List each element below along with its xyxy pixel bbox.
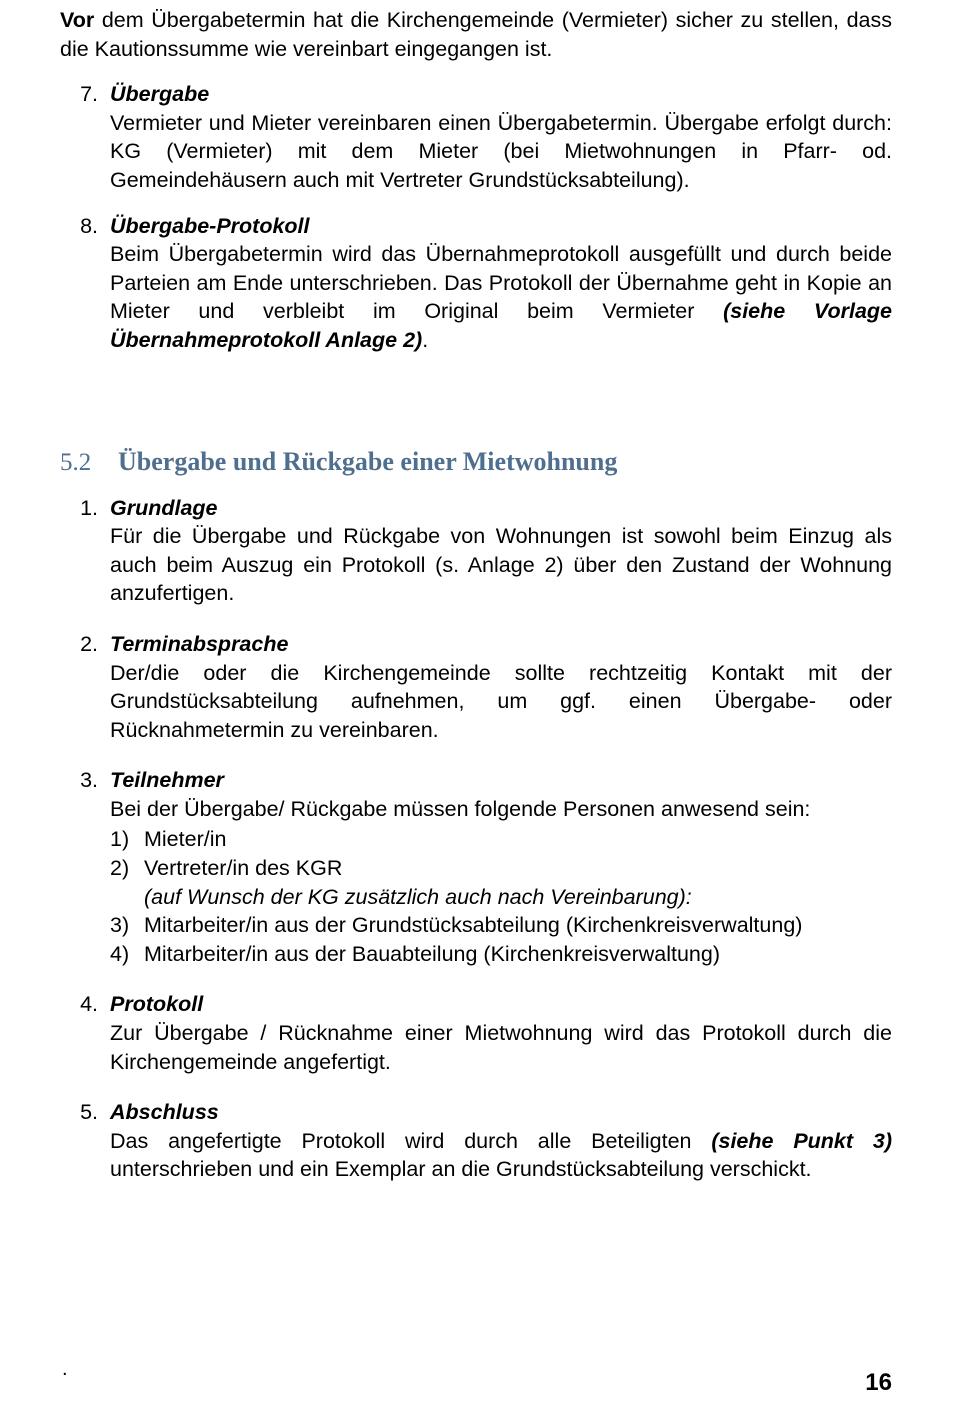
sub-item-text: Vertreter/in des KGR (144, 856, 343, 881)
item-body (110, 80, 892, 194)
section-heading (60, 447, 892, 477)
item-title: Protokoll (110, 992, 204, 1017)
item-body (110, 630, 892, 744)
list-item (60, 80, 892, 194)
list-item (60, 494, 892, 608)
item-text: Zur Übergabe / Rücknahme einer Mietwohnung wird das Protokoll durch die Kirchengemeinde angefertigt. (110, 1021, 892, 1074)
sub-item-number: 4) (110, 941, 130, 966)
sub-list-item (110, 940, 892, 969)
item-number: 3. (80, 768, 98, 793)
item-body (110, 990, 892, 1076)
section-title: Übergabe und Rückgabe einer Mietwohnung (118, 446, 618, 476)
footer-mark: . (62, 1358, 68, 1380)
sub-item-number: 1) (110, 827, 130, 852)
item-text-italic: (siehe Vorlage Übernahmeprotokoll Anlage 2) (110, 299, 892, 352)
item-body (110, 494, 892, 608)
item-text-part-1: Das angefertigte Protokoll wird durch alle Beteiligten (110, 1128, 712, 1153)
item-title: Abschluss (110, 1100, 219, 1125)
item-text: Bei der Übergabe/ Rückgabe müssen folgende Personen anwesend sein: (110, 796, 811, 821)
sub-item-number: 2) (110, 856, 130, 881)
sub-list-item (110, 854, 892, 883)
item-text: Der/die oder die Kirchengemeinde sollte rechtzeitig Kontakt mit der Grundstücksabteilung aufnehmen, um ggf. einen Übergabe- oder Rücknahmetermin zu vereinbaren. (110, 660, 892, 742)
item-body (110, 766, 892, 968)
item-text-italic: (siehe Punkt 3) (711, 1128, 892, 1153)
sub-list-item (110, 825, 892, 854)
item-text-part-2: unterschrieben und ein Exemplar an die Grundstücksabteilung verschickt. (110, 1157, 812, 1182)
item-number: 2. (80, 631, 98, 656)
item-text (110, 1127, 892, 1184)
item-number: 1. (80, 495, 98, 520)
intro-lead: Vor (60, 8, 95, 32)
sub-item-text: Mieter/in (144, 827, 227, 852)
item-title: Terminabsprache (110, 631, 289, 656)
item-title: Übergabe (110, 82, 210, 107)
item-text-part-1: Beim Übergabetermin wird das Übernahmeprotokoll ausgefüllt und durch beide Parteien am Ende unterschrieben. Das Protokoll der Übernahme geht in Kopie an Mieter und verbleibt im Original beim Vermieter (110, 242, 892, 324)
intro-paragraph (60, 0, 892, 63)
item-text: Für die Übergabe und Rückgabe von Wohnungen ist sowohl beim Einzug als auch beim Auszug ein Protokoll (s. Anlage 2) über den Zustand der Wohnung anzufertigen. (110, 524, 892, 606)
sub-list-item (110, 911, 892, 940)
item-number: 5. (80, 1100, 98, 1125)
list-item (60, 990, 892, 1076)
section-number: 5.2 (60, 448, 92, 476)
list-item (60, 630, 892, 744)
sub-list-note: (auf Wunsch der KG zusätzlich auch nach Vereinbarung): (144, 884, 692, 909)
sub-item-text: Mitarbeiter/in aus der Bauabteilung (Kirchenkreisverwaltung) (144, 941, 721, 966)
item-body (110, 212, 892, 355)
item-title: Teilnehmer (110, 768, 224, 793)
item-text-part-2: . (422, 327, 429, 352)
list-item (60, 212, 892, 355)
item-number: 8. (80, 213, 98, 238)
page-number: 16 (865, 1369, 892, 1396)
item-number: 7. (80, 82, 98, 107)
list-item (60, 766, 892, 968)
item-title: Grundlage (110, 495, 218, 520)
item-title: Übergabe-Protokoll (110, 213, 310, 238)
intro-text: dem Übergabetermin hat die Kirchengemeinde (Vermieter) sicher zu stellen, dass die Kautionssumme wie vereinbart eingegangen ist. (60, 8, 892, 61)
sub-item-text: Mitarbeiter/in aus der Grundstücksabteilung (Kirchenkreisverwaltung) (144, 913, 803, 938)
sub-item-number: 3) (110, 913, 130, 938)
sub-list (110, 825, 892, 968)
item-number: 4. (80, 992, 98, 1017)
item-body (110, 1098, 892, 1184)
item-text (110, 240, 892, 354)
item-text: Vermieter und Mieter vereinbaren einen Übergabetermin. Übergabe erfolgt durch: KG (Vermieter) mit dem Mieter (bei Mietwohnungen in Pfarr- od. Gemeindehäusern auch mit Vertreter Grundstücksabteilung). (110, 110, 892, 192)
list-item (60, 1098, 892, 1184)
